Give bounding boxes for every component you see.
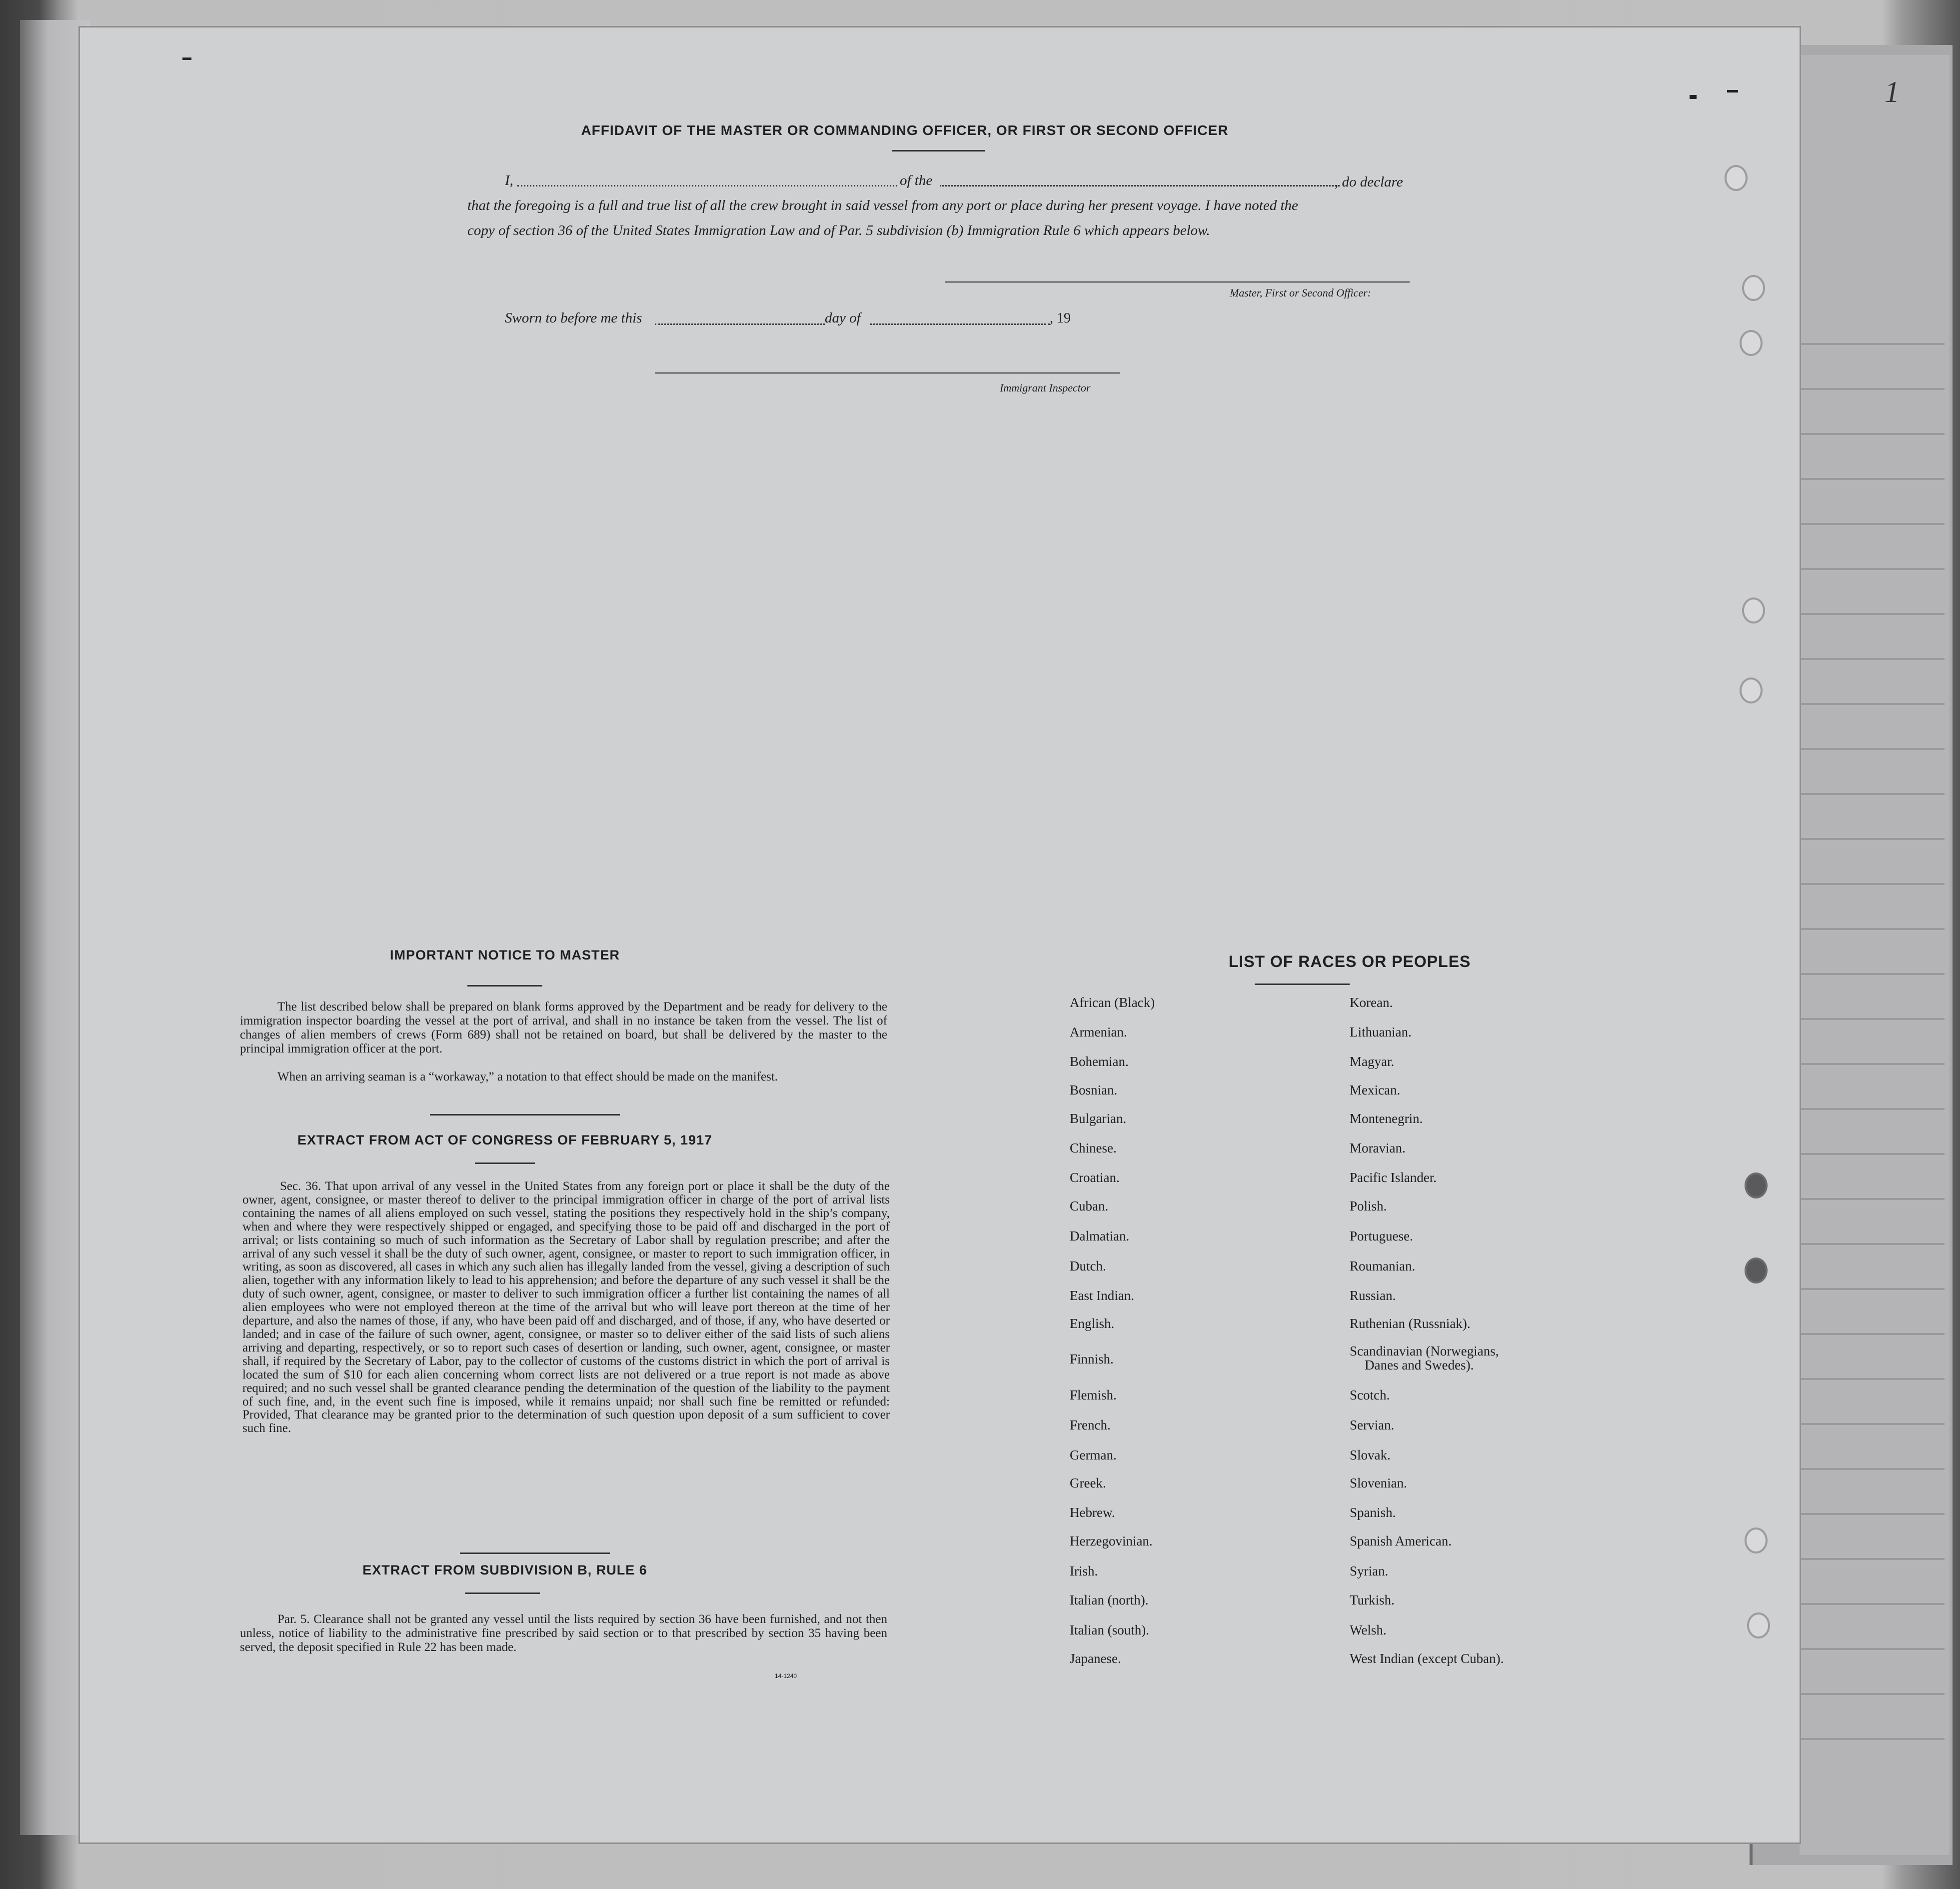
corner-page-mark: 1 <box>1885 76 1900 108</box>
race-right-item: Welsh. <box>1350 1622 1387 1638</box>
affidavit-statement-line1: that the foregoing is a full and true list of all the crew brought in said vessel from any port or place during her present voyage. I have noted the <box>467 198 1298 214</box>
race-left-item: Herzegovinian. <box>1070 1534 1153 1548</box>
race-right-item: Polish. <box>1350 1198 1387 1214</box>
scan-speck <box>1690 95 1697 99</box>
sworn-day-blank <box>655 324 825 325</box>
document-page <box>80 28 1800 1842</box>
day-of-label: day of <box>825 310 861 326</box>
affidavit-title: AFFIDAVIT OF THE MASTER OR COMMANDING OFFICER, OR FIRST OR SECOND OFFICER <box>581 122 1229 138</box>
race-right-item: Ruthenian (Russniak). <box>1350 1316 1471 1331</box>
race-left-item: Bulgarian. <box>1070 1111 1127 1126</box>
punch-hole-icon <box>1742 275 1765 301</box>
punch-hole-icon <box>1740 678 1763 704</box>
race-right-item: Montenegrin. <box>1350 1111 1423 1126</box>
extract-rule-title: EXTRACT FROM SUBDIVISION B, RULE 6 <box>362 1562 647 1578</box>
race-right-item: Korean. <box>1350 995 1393 1010</box>
race-right-item: Servian. <box>1350 1418 1395 1432</box>
race-left-item: Flemish. <box>1070 1388 1117 1402</box>
race-left-item: Chinese. <box>1070 1140 1117 1156</box>
vessel-blank <box>940 185 1340 186</box>
scan-speck <box>1727 90 1738 92</box>
extract-rule-divider <box>465 1592 540 1594</box>
year-label: , 19 <box>1050 310 1071 326</box>
extract-rule-top-divider <box>460 1552 610 1554</box>
punch-hole-icon <box>1725 165 1748 191</box>
extract-rule-text: Par. 5. Clearance shall not be granted any vessel until the lists required by section 36 have been furnished, and not then unless, notice of liability to the administrative fine prescribed by said section or to that prescribed by section 35 having been served, the deposit specified in Rule 22 has been made. <box>240 1612 887 1654</box>
notice-divider <box>467 985 542 986</box>
race-left-item: Irish. <box>1070 1564 1098 1578</box>
race-right-item: Portuguese. <box>1350 1228 1413 1244</box>
notice-title: IMPORTANT NOTICE TO MASTER <box>390 948 620 962</box>
punch-hole-icon <box>1742 598 1765 624</box>
race-right-item: Lithuanian. <box>1350 1024 1412 1040</box>
punch-hole-icon <box>1740 330 1763 356</box>
race-right-item: Scandinavian (Norwegians, <box>1350 1344 1499 1358</box>
affidavit-do-declare-label: , do declare <box>1335 174 1403 190</box>
race-left-item: Italian (south). <box>1070 1622 1149 1638</box>
race-left-item: German. <box>1070 1448 1117 1462</box>
race-left-item: Hebrew. <box>1070 1505 1115 1520</box>
form-number: 14-1240 <box>775 1672 797 1680</box>
race-right-item: Turkish. <box>1350 1592 1395 1608</box>
race-right-item: Russian. <box>1350 1288 1396 1303</box>
race-right-item: West Indian (except Cuban). <box>1350 1651 1504 1666</box>
race-right-item: Mexican. <box>1350 1082 1401 1098</box>
race-right-item: Slovenian. <box>1350 1476 1407 1490</box>
race-left-item: Bosnian. <box>1070 1082 1118 1098</box>
affidavit-statement-line2: copy of section 36 of the United States Immigration Law and of Par. 5 subdivision (b) Immigration Rule 6 which appears below. <box>467 222 1210 238</box>
scan-speck <box>182 58 191 60</box>
race-left-item: Dalmatian. <box>1070 1228 1130 1244</box>
race-left-item: Dutch. <box>1070 1258 1106 1274</box>
races-title: LIST OF RACES OR PEOPLES <box>1228 952 1471 970</box>
race-right-item: Pacific Islander. <box>1350 1170 1437 1185</box>
race-left-item: Finnish. <box>1070 1352 1114 1366</box>
race-right-item: Roumanian. <box>1350 1258 1416 1274</box>
affidavit-of-the-label: of the <box>900 172 933 188</box>
race-left-item: Japanese. <box>1070 1651 1121 1666</box>
race-left-item: Armenian. <box>1070 1024 1127 1040</box>
race-right-item: Danes and Swedes). <box>1365 1358 1474 1372</box>
officer-signature-caption: Master, First or Second Officer: <box>1230 286 1371 299</box>
race-right-item: Slovak. <box>1350 1448 1391 1462</box>
inspector-signature-line <box>655 372 1120 374</box>
extract-act-divider <box>475 1162 535 1164</box>
race-left-item: Cuban. <box>1070 1198 1109 1214</box>
binding-edge <box>20 20 90 1835</box>
race-right-item: Scotch. <box>1350 1388 1390 1402</box>
race-left-item: English. <box>1070 1316 1115 1331</box>
race-left-item: Italian (north). <box>1070 1592 1149 1608</box>
punch-hole-icon <box>1745 1258 1768 1284</box>
race-right-item: Spanish American. <box>1350 1534 1452 1548</box>
name-blank <box>517 185 897 186</box>
notice-paragraph-1: The list described below shall be prepared on blank forms approved by the Department and be ready for delivery to the immigration inspector boarding the vessel at the port of arrival, and shall in no instance be taken from the vessel. The list of changes of alien members of crews (Form 689) shall not be retained on board, but shall be delivered by the master to the principal immigration officer at the port. <box>240 1000 887 1056</box>
race-left-item: Croatian. <box>1070 1170 1120 1185</box>
punch-hole-icon <box>1745 1172 1768 1198</box>
back-sheet-ruling <box>1795 300 1945 1750</box>
race-left-item: East Indian. <box>1070 1288 1134 1303</box>
extract-act-title: EXTRACT FROM ACT OF CONGRESS OF FEBRUARY 5, 1917 <box>297 1132 713 1148</box>
notice-end-divider <box>430 1114 620 1116</box>
race-right-item: Spanish. <box>1350 1505 1396 1520</box>
race-left-item: Bohemian. <box>1070 1054 1129 1069</box>
race-right-item: Moravian. <box>1350 1140 1406 1156</box>
notice-paragraph-2: When an arriving seaman is a “workaway,” a notation to that effect should be made on the manifest. <box>277 1070 778 1084</box>
race-left-item: Greek. <box>1070 1476 1106 1490</box>
race-right-item: Syrian. <box>1350 1564 1389 1578</box>
affidavit-i-label: I, <box>505 172 513 188</box>
sworn-label: Sworn to before me this <box>505 310 642 326</box>
punch-hole-icon <box>1745 1528 1768 1554</box>
race-left-item: African (Black) <box>1070 995 1155 1010</box>
race-right-item: Magyar. <box>1350 1054 1395 1069</box>
title-divider <box>892 150 985 152</box>
sworn-month-blank <box>870 324 1050 325</box>
races-divider <box>1255 984 1350 985</box>
inspector-caption: Immigrant Inspector <box>1000 382 1091 394</box>
punch-hole-icon <box>1747 1612 1770 1638</box>
extract-act-text: Sec. 36. That upon arrival of any vessel in the United States from any foreign port or place it shall be the duty of the owner, agent, consignee, or master thereof to deliver to the principal immigration officer in charge of the port of arrival lists containing the names of all aliens employed on such vessel, stating the positions they respectively hold in the ship’s company, when and where they were respectively shipped or engaged, and specifying those to be paid off and discharged in the port of arrival; or lists containing so much of such information as the Secretary of Labor shall by regulation prescribe; and after the arrival of any such vessel it shall be the duty of such owner, agent, consignee, or master to report to such immigration officer, in writing, as soon as discovered, all cases in which any such alien has illegally landed from the vessel, giving a description of such alien, together with any information likely to lead to his apprehension; and before the departure of any such vessel it shall be the duty of such owner, agent, consignee, or master to deliver to such immigration officer a further list containing the names of all alien employees who were not employed thereon at the time of the arrival but who will leave port thereon at the time of her departure, and also the names of those, if any, who have been paid off and discharged, and of those, if any, who have deserted or landed; and in case of the failure of such owner, agent, consignee, or master so to deliver either of the said lists of such aliens arriving and departing, respectively, or so to report such cases of desertion or landing, such owner, agent, consignee, or master shall, if required by the Secretary of Labor, pay to the collector of customs of the customs district in which the port of arrival is located the sum of $10 for each alien concerning whom correct lists are not delivered or a true report is not made as above required; and no such vessel shall be granted clearance pending the determination of the question of the liability to the payment of such fine, and, in the event such fine is imposed, while it remains unpaid; nor shall such fine be remitted or refunded: Provided, That clearance may be granted prior to the determination of such question upon deposit of a sum sufficient to cover such fine. <box>242 1180 890 1436</box>
race-left-item: French. <box>1070 1418 1111 1432</box>
